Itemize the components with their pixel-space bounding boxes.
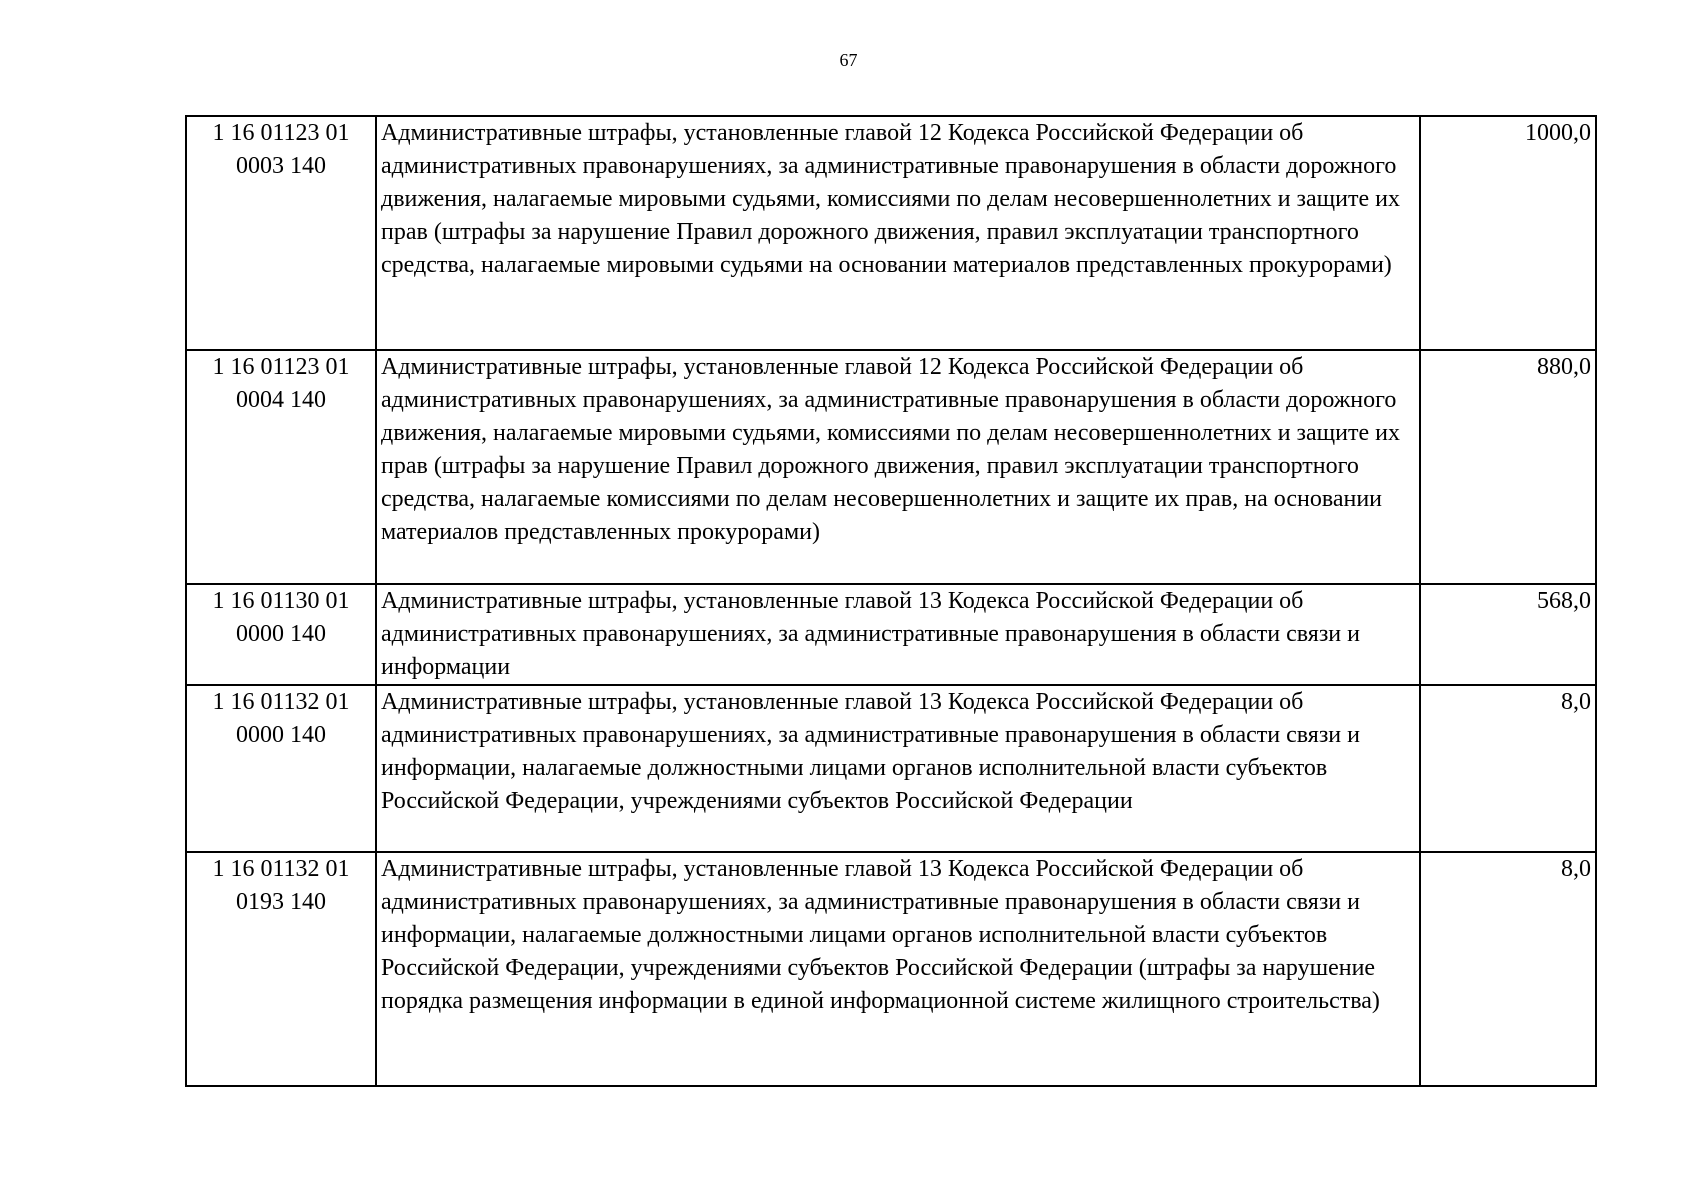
budget-code-line: 1 16 01132 01 bbox=[212, 856, 350, 882]
amount-cell: 880,0 bbox=[1420, 350, 1596, 584]
budget-code-line: 1 16 01132 01 bbox=[212, 689, 350, 715]
budget-code-line: 0003 140 bbox=[236, 153, 326, 179]
description-cell: Административные штрафы, установленные главой 12 Кодекса Российской Федерации об административных правонарушениях, за административные правонарушения в области дорожного движения, налагаемые мировыми судьями, комиссиями по делам несовершеннолетних и защите их прав (штрафы за нарушение Правил дорожного движения, правил эксплуатации транспортного средства, налагаемые мировыми судьями на основании материалов представленных прокурорами) bbox=[376, 116, 1420, 350]
table-row bbox=[186, 116, 1596, 350]
budget-code-line: 1 16 01123 01 bbox=[212, 120, 350, 146]
page-number: 67 bbox=[839, 50, 858, 70]
description-cell: Административные штрафы, установленные главой 12 Кодекса Российской Федерации об административных правонарушениях, за административные правонарушения в области дорожного движения, налагаемые мировыми судьями, комиссиями по делам несовершеннолетних и защите их прав (штрафы за нарушение Правил дорожного движения, правил эксплуатации транспортного средства, налагаемые комиссиями по делам несовершеннолетних и защите их прав, на основании материалов представленных прокурорами) bbox=[376, 350, 1420, 584]
budget-code-line: 0193 140 bbox=[236, 889, 326, 915]
table-row bbox=[186, 852, 1596, 1086]
budget-code-cell bbox=[186, 852, 376, 1086]
amount-cell: 8,0 bbox=[1420, 685, 1596, 852]
budget-code-cell bbox=[186, 685, 376, 852]
table-row bbox=[186, 350, 1596, 584]
description-cell: Административные штрафы, установленные главой 13 Кодекса Российской Федерации об административных правонарушениях, за административные правонарушения в области связи и информации, налагаемые должностными лицами органов исполнительной власти субъектов Российской Федерации, учреждениями субъектов Российской Федерации (штрафы за нарушение порядка размещения информации в единой информационной системе жилищного строительства) bbox=[376, 852, 1420, 1086]
budget-code-cell bbox=[186, 350, 376, 584]
table-row bbox=[186, 584, 1596, 685]
description-cell: Административные штрафы, установленные главой 13 Кодекса Российской Федерации об административных правонарушениях, за административные правонарушения в области связи и информации bbox=[376, 584, 1420, 685]
budget-table bbox=[185, 115, 1597, 1087]
budget-code-line: 0000 140 bbox=[236, 621, 326, 647]
amount-cell: 8,0 bbox=[1420, 852, 1596, 1086]
budget-code-line: 1 16 01130 01 bbox=[212, 588, 350, 614]
budget-code-line: 0004 140 bbox=[236, 387, 326, 413]
amount-cell: 568,0 bbox=[1420, 584, 1596, 685]
budget-code-line: 1 16 01123 01 bbox=[212, 354, 350, 380]
table-row bbox=[186, 685, 1596, 852]
description-cell: Административные штрафы, установленные главой 13 Кодекса Российской Федерации об административных правонарушениях, за административные правонарушения в области связи и информации, налагаемые должностными лицами органов исполнительной власти субъектов Российской Федерации, учреждениями субъектов Российской Федерации bbox=[376, 685, 1420, 852]
budget-code-cell bbox=[186, 116, 376, 350]
amount-cell: 1000,0 bbox=[1420, 116, 1596, 350]
budget-code-line: 0000 140 bbox=[236, 722, 326, 748]
budget-code-cell bbox=[186, 584, 376, 685]
